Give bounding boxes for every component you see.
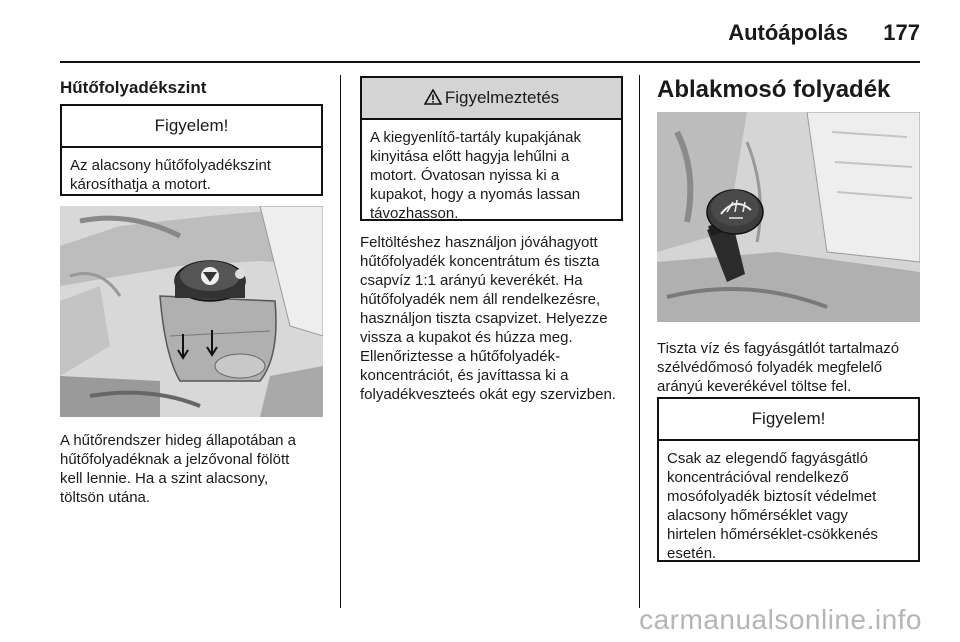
header-divider [60, 61, 920, 63]
washer-figure-svg [657, 112, 920, 322]
coolant-reservoir-illustration [60, 206, 323, 417]
text-line: A hűtőrendszer hideg állapotában a [60, 432, 297, 449]
notice-line: mosófolyadék biztosít védelmet [667, 488, 877, 505]
warning-line: kupakot, hogy a nyomás lassan [370, 186, 581, 203]
text-line: hűtőfolyadék nem áll rendelkezésre, [360, 291, 601, 308]
coolant-figure-svg [60, 206, 323, 417]
washer-fluid-cap-illustration [657, 112, 920, 322]
text-line: kell lennie. Ha a szint alacsony, [60, 470, 269, 487]
coolant-heading: Hűtőfolyadékszint [60, 78, 207, 97]
coolant-notice-box [60, 104, 323, 196]
page-header [60, 0, 920, 60]
text-line: Tiszta víz és fagyásgátlót tartalmazó [657, 340, 900, 357]
warning-title: Figyelmeztetés [444, 88, 560, 107]
column-divider-1 [340, 75, 341, 608]
warning-body [362, 120, 621, 223]
column-divider-2 [639, 75, 640, 608]
notice-body [659, 441, 918, 563]
text-line: vissza a kupakot és húzza meg. [360, 329, 573, 346]
section-title: Autóápolás [728, 20, 848, 45]
notice-body [62, 148, 321, 194]
coolant-warning-box [360, 76, 623, 221]
washer-notice-box [657, 397, 920, 562]
warning-line: A kiegyenlítő-tartály kupakjának [370, 129, 581, 146]
text-line: folyadékveszteés okát egy szervizben. [360, 386, 616, 403]
text-line: Feltöltéshez használjon jóváhagyott [360, 234, 598, 251]
notice-line: hirtelen hőmérséklet-csökkenés [667, 526, 878, 543]
washer-text [657, 339, 932, 396]
refill-text [360, 233, 635, 404]
notice-line: károsíthatja a motort. [70, 176, 211, 193]
warning-line: motort. Óvatosan nyissa ki a [370, 167, 560, 184]
warning-header [362, 78, 621, 120]
page-number: 177 [883, 20, 920, 45]
text-line: használjon tiszta csapvizet. Helyezze [360, 310, 608, 327]
text-line: arányú keverékével töltse fel. [657, 378, 852, 395]
notice-line: alacsony hőmérséklet vagy [667, 507, 848, 524]
text-line: hűtőfolyadék koncentrátum és tiszta [360, 253, 600, 270]
text-line: töltsön utána. [60, 489, 151, 506]
watermark: carmanualsonline.info [639, 604, 922, 635]
text-line: hűtőfolyadéknak a jelzővonal fölött [60, 451, 290, 468]
washer-heading: Ablakmosó folyadék [657, 76, 891, 103]
warning-line: kinyitása előtt hagyja lehűlni a [370, 148, 570, 165]
warning-triangle-icon [424, 89, 442, 105]
notice-title: Figyelem! [62, 106, 321, 148]
notice-line: Az alacsony hűtőfolyadékszint [70, 157, 271, 174]
text-line: Ellenőriztesse a hűtőfolyadék- [360, 348, 561, 365]
warning-line: távozhasson. [370, 205, 459, 222]
text-line: szélvédőmosó folyadék megfelelő [657, 359, 883, 376]
notice-line: koncentrációval rendelkező [667, 469, 849, 486]
notice-line: Csak az elegendő fagyásgátló [667, 450, 868, 467]
notice-title: Figyelem! [659, 399, 918, 441]
notice-line: esetén. [667, 545, 717, 562]
coolant-text [60, 431, 330, 507]
text-line: koncentrációt, és javíttassa ki a [360, 367, 569, 384]
text-line: csapvíz 1:1 arányú keverékét. Ha [360, 272, 583, 289]
